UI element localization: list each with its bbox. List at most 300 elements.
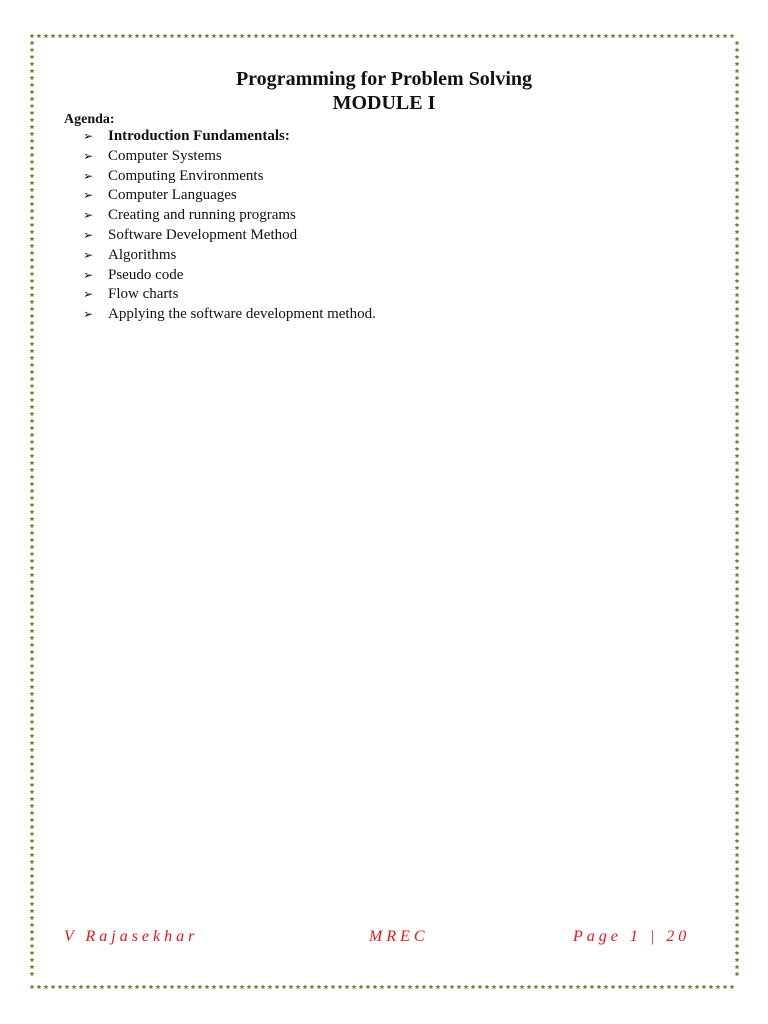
border-star-icon bbox=[436, 33, 441, 38]
border-star-icon bbox=[735, 649, 740, 654]
border-star-icon bbox=[51, 984, 56, 989]
border-star-icon bbox=[30, 439, 35, 444]
border-star-icon bbox=[30, 47, 35, 52]
arrow-bullet-icon: ➢ bbox=[83, 129, 94, 143]
border-star-icon bbox=[30, 817, 35, 822]
border-star-icon bbox=[268, 33, 273, 38]
border-star-icon bbox=[667, 33, 672, 38]
border-star-icon bbox=[735, 523, 740, 528]
border-star-icon bbox=[735, 397, 740, 402]
arrow-bullet-icon: ➢ bbox=[83, 168, 94, 183]
border-star-icon bbox=[163, 984, 168, 989]
border-star-icon bbox=[695, 33, 700, 38]
border-star-icon bbox=[121, 984, 126, 989]
border-star-icon bbox=[492, 984, 497, 989]
border-star-icon bbox=[653, 984, 658, 989]
border-star-icon bbox=[387, 33, 392, 38]
border-star-icon bbox=[114, 984, 119, 989]
border-star-icon bbox=[735, 54, 740, 59]
border-star-icon bbox=[30, 453, 35, 458]
border-star-icon bbox=[436, 984, 441, 989]
border-star-icon bbox=[30, 733, 35, 738]
border-star-icon bbox=[639, 33, 644, 38]
border-star-icon bbox=[646, 33, 651, 38]
border-star-icon bbox=[170, 984, 175, 989]
border-star-icon bbox=[695, 984, 700, 989]
border-star-icon bbox=[735, 40, 740, 45]
border-star-icon bbox=[562, 984, 567, 989]
border-star-icon bbox=[30, 614, 35, 619]
border-star-icon bbox=[735, 537, 740, 542]
border-star-icon bbox=[735, 691, 740, 696]
border-star-icon bbox=[506, 33, 511, 38]
border-star-icon bbox=[735, 446, 740, 451]
border-star-icon bbox=[205, 33, 210, 38]
border-star-icon bbox=[100, 33, 105, 38]
border-star-icon bbox=[735, 208, 740, 213]
border-star-icon bbox=[30, 796, 35, 801]
border-star-icon bbox=[100, 984, 105, 989]
border-star-icon bbox=[212, 33, 217, 38]
border-star-icon bbox=[681, 33, 686, 38]
agenda-item-label: Computer Languages bbox=[108, 187, 237, 204]
border-star-icon bbox=[735, 131, 740, 136]
border-star-icon bbox=[30, 838, 35, 843]
border-star-icon bbox=[555, 33, 560, 38]
border-star-icon bbox=[30, 740, 35, 745]
border-star-icon bbox=[590, 984, 595, 989]
border-star-icon bbox=[709, 984, 714, 989]
border-star-icon bbox=[317, 33, 322, 38]
border-star-icon bbox=[142, 33, 147, 38]
border-star-icon bbox=[30, 159, 35, 164]
border-star-icon bbox=[177, 984, 182, 989]
border-star-icon bbox=[30, 271, 35, 276]
border-star-icon bbox=[30, 544, 35, 549]
border-star-icon bbox=[86, 33, 91, 38]
border-star-icon bbox=[443, 33, 448, 38]
border-star-icon bbox=[30, 467, 35, 472]
border-star-icon bbox=[30, 600, 35, 605]
border-star-icon bbox=[735, 705, 740, 710]
arrow-bullet-icon: ➢ bbox=[83, 307, 94, 322]
border-star-icon bbox=[735, 831, 740, 836]
border-star-icon bbox=[735, 544, 740, 549]
agenda-item bbox=[83, 167, 376, 187]
border-star-icon bbox=[735, 810, 740, 815]
border-star-icon bbox=[735, 124, 740, 129]
border-star-icon bbox=[30, 40, 35, 45]
border-star-icon bbox=[135, 984, 140, 989]
border-star-icon bbox=[735, 929, 740, 934]
border-star-icon bbox=[735, 775, 740, 780]
border-star-icon bbox=[30, 635, 35, 640]
border-star-icon bbox=[422, 984, 427, 989]
border-star-icon bbox=[735, 439, 740, 444]
border-star-icon bbox=[716, 984, 721, 989]
border-star-icon bbox=[735, 460, 740, 465]
border-star-icon bbox=[735, 348, 740, 353]
border-star-icon bbox=[93, 984, 98, 989]
border-star-icon bbox=[735, 117, 740, 122]
border-star-icon bbox=[30, 236, 35, 241]
agenda-item-label: Flow charts bbox=[108, 286, 179, 303]
border-star-icon bbox=[30, 922, 35, 927]
border-star-icon bbox=[72, 984, 77, 989]
border-star-icon bbox=[735, 572, 740, 577]
border-star-icon bbox=[191, 33, 196, 38]
border-star-icon bbox=[30, 481, 35, 486]
border-star-icon bbox=[492, 33, 497, 38]
border-star-icon bbox=[735, 152, 740, 157]
border-star-icon bbox=[30, 222, 35, 227]
border-star-icon bbox=[735, 663, 740, 668]
border-star-icon bbox=[107, 984, 112, 989]
border-star-icon bbox=[30, 124, 35, 129]
border-star-icon bbox=[457, 33, 462, 38]
agenda-list bbox=[83, 127, 376, 325]
border-star-icon bbox=[688, 984, 693, 989]
border-star-icon bbox=[674, 984, 679, 989]
border-star-icon bbox=[735, 782, 740, 787]
border-star-icon bbox=[212, 984, 217, 989]
border-star-icon bbox=[401, 984, 406, 989]
footer-institution: MREC bbox=[369, 928, 429, 945]
border-star-icon bbox=[373, 33, 378, 38]
border-star-icon bbox=[184, 984, 189, 989]
border-star-icon bbox=[735, 425, 740, 430]
border-star-icon bbox=[30, 789, 35, 794]
border-star-icon bbox=[583, 984, 588, 989]
border-star-icon bbox=[30, 908, 35, 913]
border-star-icon bbox=[331, 33, 336, 38]
border-star-icon bbox=[735, 488, 740, 493]
border-star-icon bbox=[735, 376, 740, 381]
border-star-icon bbox=[184, 33, 189, 38]
border-star-icon bbox=[65, 984, 70, 989]
agenda-item bbox=[83, 246, 376, 266]
border-star-icon bbox=[156, 33, 161, 38]
border-star-icon bbox=[735, 292, 740, 297]
document-title: Programming for Problem Solving bbox=[235, 68, 533, 90]
border-star-icon bbox=[735, 733, 740, 738]
border-star-icon bbox=[735, 138, 740, 143]
border-star-icon bbox=[735, 621, 740, 626]
border-star-icon bbox=[735, 873, 740, 878]
border-star-icon bbox=[275, 984, 280, 989]
border-star-icon bbox=[513, 33, 518, 38]
border-star-icon bbox=[30, 537, 35, 542]
border-star-icon bbox=[30, 628, 35, 633]
border-star-icon bbox=[30, 215, 35, 220]
border-star-icon bbox=[735, 243, 740, 248]
border-star-icon bbox=[415, 33, 420, 38]
border-star-icon bbox=[604, 33, 609, 38]
border-star-icon bbox=[735, 257, 740, 262]
border-star-icon bbox=[30, 509, 35, 514]
border-star-icon bbox=[618, 984, 623, 989]
border-star-icon bbox=[30, 950, 35, 955]
border-star-icon bbox=[735, 215, 740, 220]
border-star-icon bbox=[429, 984, 434, 989]
border-star-icon bbox=[30, 376, 35, 381]
border-star-icon bbox=[618, 33, 623, 38]
border-star-icon bbox=[735, 803, 740, 808]
border-star-icon bbox=[30, 229, 35, 234]
border-star-icon bbox=[394, 33, 399, 38]
agenda-item-label: Computer Systems bbox=[108, 147, 222, 164]
border-star-icon bbox=[597, 984, 602, 989]
border-star-icon bbox=[30, 180, 35, 185]
border-star-icon bbox=[219, 33, 224, 38]
border-star-icon bbox=[735, 369, 740, 374]
agenda-item bbox=[83, 127, 376, 147]
border-star-icon bbox=[121, 33, 126, 38]
border-star-icon bbox=[735, 579, 740, 584]
border-star-icon bbox=[735, 278, 740, 283]
border-star-icon bbox=[30, 782, 35, 787]
border-star-icon bbox=[735, 768, 740, 773]
border-star-icon bbox=[443, 984, 448, 989]
border-star-icon bbox=[735, 817, 740, 822]
border-star-icon bbox=[79, 33, 84, 38]
border-star-icon bbox=[303, 33, 308, 38]
border-star-icon bbox=[30, 145, 35, 150]
border-star-icon bbox=[30, 957, 35, 962]
border-star-icon bbox=[30, 173, 35, 178]
border-star-icon bbox=[735, 677, 740, 682]
border-star-icon bbox=[30, 803, 35, 808]
border-star-icon bbox=[30, 390, 35, 395]
border-star-icon bbox=[359, 984, 364, 989]
border-star-icon bbox=[93, 33, 98, 38]
border-star-icon bbox=[415, 984, 420, 989]
border-star-icon bbox=[464, 33, 469, 38]
border-star-icon bbox=[735, 628, 740, 633]
border-star-icon bbox=[30, 292, 35, 297]
border-star-icon bbox=[735, 502, 740, 507]
border-star-icon bbox=[30, 964, 35, 969]
border-star-icon bbox=[30, 404, 35, 409]
border-star-icon bbox=[37, 33, 42, 38]
border-star-icon bbox=[366, 33, 371, 38]
border-star-icon bbox=[30, 166, 35, 171]
border-star-icon bbox=[30, 565, 35, 570]
border-star-icon bbox=[735, 600, 740, 605]
border-star-icon bbox=[30, 712, 35, 717]
agenda-item bbox=[83, 186, 376, 206]
border-star-icon bbox=[205, 984, 210, 989]
border-star-icon bbox=[30, 747, 35, 752]
border-star-icon bbox=[30, 327, 35, 332]
border-star-icon bbox=[735, 285, 740, 290]
border-star-icon bbox=[30, 425, 35, 430]
border-star-icon bbox=[520, 33, 525, 38]
border-star-icon bbox=[735, 586, 740, 591]
border-star-icon bbox=[233, 984, 238, 989]
border-star-icon bbox=[30, 495, 35, 500]
border-star-icon bbox=[30, 761, 35, 766]
border-star-icon bbox=[30, 621, 35, 626]
border-star-icon bbox=[30, 208, 35, 213]
border-star-icon bbox=[30, 369, 35, 374]
border-star-icon bbox=[541, 984, 546, 989]
border-star-icon bbox=[611, 33, 616, 38]
border-star-icon bbox=[30, 859, 35, 864]
border-star-icon bbox=[30, 726, 35, 731]
border-star-icon bbox=[317, 984, 322, 989]
border-star-icon bbox=[79, 984, 84, 989]
border-star-icon bbox=[506, 984, 511, 989]
border-star-icon bbox=[30, 474, 35, 479]
border-star-icon bbox=[735, 670, 740, 675]
border-star-icon bbox=[30, 579, 35, 584]
border-star-icon bbox=[735, 327, 740, 332]
border-star-icon bbox=[735, 411, 740, 416]
border-star-icon bbox=[30, 929, 35, 934]
border-star-icon bbox=[735, 173, 740, 178]
agenda-item-label: Introduction Fundamentals: bbox=[108, 128, 290, 144]
border-star-icon bbox=[324, 984, 329, 989]
border-star-icon bbox=[30, 642, 35, 647]
border-star-icon bbox=[394, 984, 399, 989]
arrow-bullet-icon: ➢ bbox=[83, 148, 94, 163]
border-star-icon bbox=[86, 984, 91, 989]
border-star-icon bbox=[30, 341, 35, 346]
border-star-icon bbox=[107, 33, 112, 38]
border-star-icon bbox=[735, 880, 740, 885]
border-star-icon bbox=[30, 194, 35, 199]
border-star-icon bbox=[170, 33, 175, 38]
border-star-icon bbox=[30, 915, 35, 920]
border-star-icon bbox=[30, 285, 35, 290]
border-star-icon bbox=[30, 320, 35, 325]
border-star-icon bbox=[324, 33, 329, 38]
border-star-icon bbox=[716, 33, 721, 38]
border-star-icon bbox=[735, 320, 740, 325]
border-star-icon bbox=[735, 418, 740, 423]
agenda-item-label: Software Development Method bbox=[108, 226, 298, 243]
border-star-icon bbox=[177, 33, 182, 38]
border-star-icon bbox=[30, 831, 35, 836]
border-star-icon bbox=[30, 488, 35, 493]
border-star-icon bbox=[520, 984, 525, 989]
border-star-icon bbox=[72, 33, 77, 38]
border-star-icon bbox=[128, 984, 133, 989]
border-star-icon bbox=[282, 33, 287, 38]
border-star-icon bbox=[275, 33, 280, 38]
border-star-icon bbox=[296, 33, 301, 38]
border-star-icon bbox=[735, 145, 740, 150]
border-star-icon bbox=[254, 33, 259, 38]
border-star-icon bbox=[289, 984, 294, 989]
border-star-icon bbox=[296, 984, 301, 989]
agenda-heading: Agenda: bbox=[64, 112, 115, 127]
border-star-icon bbox=[485, 984, 490, 989]
border-star-icon bbox=[30, 824, 35, 829]
border-star-icon bbox=[590, 33, 595, 38]
border-star-icon bbox=[65, 33, 70, 38]
border-star-icon bbox=[632, 33, 637, 38]
border-star-icon bbox=[128, 33, 133, 38]
border-star-icon bbox=[380, 33, 385, 38]
border-star-icon bbox=[58, 984, 63, 989]
border-star-icon bbox=[30, 754, 35, 759]
agenda-item bbox=[83, 206, 376, 226]
border-star-icon bbox=[30, 278, 35, 283]
border-star-icon bbox=[338, 33, 343, 38]
border-star-icon bbox=[226, 33, 231, 38]
border-star-icon bbox=[735, 943, 740, 948]
border-star-icon bbox=[735, 922, 740, 927]
border-star-icon bbox=[513, 984, 518, 989]
border-star-icon bbox=[576, 33, 581, 38]
border-star-icon bbox=[30, 348, 35, 353]
border-star-icon bbox=[527, 33, 532, 38]
border-star-icon bbox=[30, 684, 35, 689]
border-star-icon bbox=[735, 957, 740, 962]
border-star-icon bbox=[534, 33, 539, 38]
border-star-icon bbox=[569, 33, 574, 38]
border-star-icon bbox=[289, 33, 294, 38]
border-star-icon bbox=[30, 446, 35, 451]
border-star-icon bbox=[735, 565, 740, 570]
border-star-icon bbox=[30, 810, 35, 815]
border-star-icon bbox=[30, 656, 35, 661]
border-star-icon bbox=[408, 984, 413, 989]
border-star-icon bbox=[735, 838, 740, 843]
border-star-icon bbox=[555, 984, 560, 989]
border-star-icon bbox=[730, 33, 735, 38]
border-star-icon bbox=[534, 984, 539, 989]
border-star-icon bbox=[735, 908, 740, 913]
border-star-icon bbox=[548, 984, 553, 989]
border-star-icon bbox=[44, 33, 49, 38]
border-star-icon bbox=[226, 984, 231, 989]
border-star-icon bbox=[373, 984, 378, 989]
border-star-icon bbox=[735, 474, 740, 479]
border-star-icon bbox=[44, 984, 49, 989]
border-star-icon bbox=[30, 264, 35, 269]
border-star-icon bbox=[345, 984, 350, 989]
border-star-icon bbox=[30, 313, 35, 318]
border-star-icon bbox=[30, 257, 35, 262]
border-star-icon bbox=[219, 984, 224, 989]
border-star-icon bbox=[674, 33, 679, 38]
agenda-item bbox=[83, 285, 376, 305]
border-star-icon bbox=[30, 572, 35, 577]
arrow-bullet-icon: ➢ bbox=[83, 227, 94, 242]
border-star-icon bbox=[639, 984, 644, 989]
border-star-icon bbox=[30, 705, 35, 710]
border-star-icon bbox=[30, 418, 35, 423]
border-star-icon bbox=[735, 761, 740, 766]
border-star-icon bbox=[156, 984, 161, 989]
agenda-item bbox=[83, 226, 376, 246]
border-star-icon bbox=[233, 33, 238, 38]
border-star-icon bbox=[303, 984, 308, 989]
border-star-icon bbox=[735, 61, 740, 66]
border-star-icon bbox=[735, 530, 740, 535]
border-star-icon bbox=[735, 635, 740, 640]
border-star-icon bbox=[735, 159, 740, 164]
border-star-icon bbox=[471, 984, 476, 989]
footer-author: V Rajasekhar bbox=[64, 928, 199, 945]
border-star-icon bbox=[735, 950, 740, 955]
border-star-icon bbox=[408, 33, 413, 38]
border-star-icon bbox=[735, 432, 740, 437]
border-star-icon bbox=[735, 971, 740, 976]
